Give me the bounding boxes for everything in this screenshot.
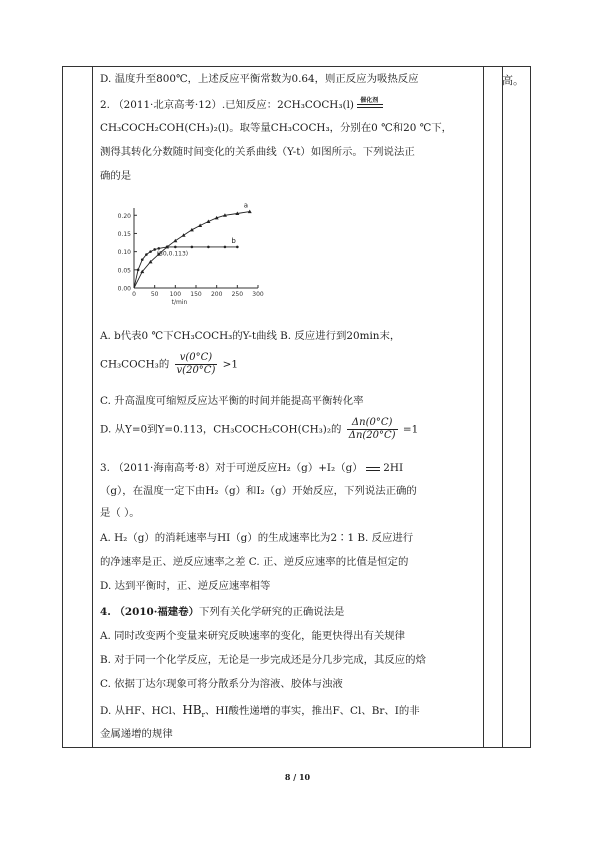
side-column-text: 高。 (502, 74, 524, 87)
conversion-time-chart (108, 198, 268, 310)
table-divider-3 (502, 67, 503, 747)
x-axis-label: t/min (171, 299, 188, 306)
series-b-point (191, 246, 194, 249)
y-tick-label: 0.15 (117, 230, 131, 238)
q3-options-line-2: 的净速率是正、逆反应速率之差 C. 正、逆反应速率的比值是恒定的 (100, 556, 409, 568)
q4-option-d-cont: 金属递增的规律 (100, 728, 173, 740)
series-b-point (236, 246, 239, 249)
reversible-arrow (366, 461, 380, 475)
series-a-point (182, 233, 186, 237)
q3-options-line-1: A. H₂（g）的消耗速率与HI（g）的生成速率比为2∶1 B. 反应进行 (100, 532, 414, 544)
equilibrium-arrow: 催化剂 (357, 98, 383, 112)
series-b-point (174, 246, 177, 249)
series-b-point (207, 246, 210, 249)
q2-option-a-b: A. b代表0 ℃下CH₃COCH₃的Y-t曲线 B. 反应进行到20min末， (100, 330, 401, 342)
series-b-point (145, 253, 148, 256)
series-b-point (166, 246, 169, 249)
question-2-line-3: 测得其转化分数随时间变化的关系曲线（Y-t）如图所示。下列说法正 (100, 146, 415, 158)
q2-option-d: D. 从Y=0到Y=0.113，CH₃COCH₂COH(CH₃)₂的 $\frac{\Delta n(0^\circ C)}{\Delta n(20^\circ C)}$ =1 (100, 417, 419, 441)
series-b-point (137, 269, 140, 272)
option-d-q1: D. 温度升至800℃，上述反应平衡常数为0.64，则正反应为吸热反应 (100, 73, 419, 85)
question-2-line-4: 确的是 (100, 170, 132, 182)
y-tick-label: 0.00 (117, 285, 131, 293)
table-divider-2 (483, 67, 484, 747)
question-3-header: 3. （2011·海南高考·8）对于可逆反应H₂（g）+I₂（g） 2HI (100, 462, 404, 474)
y-tick-label: 0.10 (117, 249, 131, 257)
q3-option-d: D. 达到平衡时，正、逆反应速率相等 (100, 580, 271, 592)
series-line-a (134, 212, 250, 288)
question-2-line-2: CH₃COCH₂COH(CH₃)₂(l)。取等量CH₃COCH₃，分别在0 ℃和20 ℃下， (100, 122, 453, 134)
q4-option-a: A. 同时改变两个变量来研究反映速率的变化，能更快得出有关规律 (100, 630, 406, 642)
series-b-point (141, 258, 144, 261)
question-content (92, 66, 482, 748)
q2-option-b-fraction: CH₃COCH₃的 $\frac{v(0^\circ C)}{v(20^\circ C)}$ >1 (100, 352, 238, 376)
x-tick-label: 200 (210, 291, 223, 298)
question-4-header: 4. （2010·福建卷）下列有关化学研究的正确说法是 (100, 606, 345, 618)
series-b-point (153, 248, 156, 251)
delta-n-fraction: $\frac{\Delta n(0^\circ C)}{\Delta n(20^\circ C)}$ (348, 417, 396, 441)
series-label-b: b (231, 236, 236, 245)
x-tick-label: 0 (132, 291, 136, 298)
x-tick-label: 100 (169, 291, 182, 298)
x-tick-label: 250 (231, 291, 244, 298)
x-tick-label: 300 (252, 291, 264, 298)
y-tick-label: 0.05 (117, 267, 131, 275)
series-b-point (158, 247, 161, 250)
question-3-line-2: （g），在温度一定下由H₂（g）和I₂（g）开始反应，下列说法正确的 (100, 485, 417, 497)
rate-ratio-fraction: $\frac{v(0^\circ C)}{v(20^\circ C)}$ (176, 352, 216, 376)
series-label-a: a (243, 201, 249, 210)
q4-option-b: B. 对于同一个化学反应，无论是一步完成还是分几步完成，其反应的焓 (100, 654, 426, 666)
y-tick-label: 0.20 (117, 212, 131, 220)
q4-option-c: C. 依据丁达尔现象可将分散系分为溶液、胶体与浊液 (100, 678, 343, 690)
series-b-point (149, 250, 152, 253)
question-2-header: 2. （2011·北京高考·12）.已知反应：2CH₃COCH₃(l) 催化剂 (100, 98, 383, 112)
q4-option-d: D. 从HF、HCl、$HB_r$、HI酸性递增的事实，推出F、Cl、Br、I的非 (100, 703, 420, 720)
x-tick-label: 150 (190, 291, 202, 298)
point-annotation: (80,0.113) (156, 250, 189, 258)
question-3-line-3: 是（ ）。 (100, 507, 140, 519)
x-tick-label: 50 (150, 291, 159, 298)
series-b-point (224, 246, 227, 249)
page-number: 8 / 10 (284, 772, 311, 782)
q2-option-c: C. 升高温度可缩短反应达平衡的时间并能提高平衡转化率 (100, 395, 364, 407)
